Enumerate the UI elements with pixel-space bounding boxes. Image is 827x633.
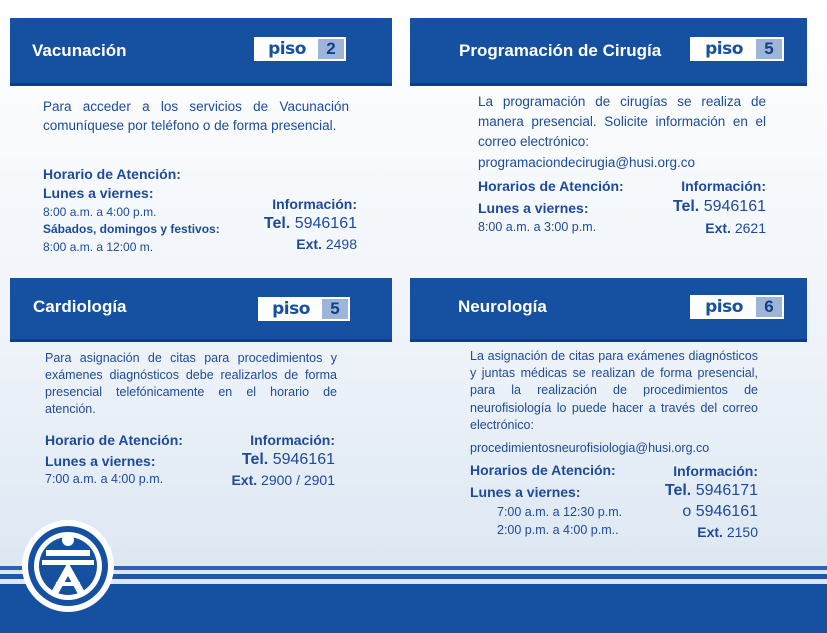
bottom-band	[0, 584, 827, 633]
vacunacion-schedule-days-2	[43, 222, 220, 236]
cardiologia-title: Cardiología	[33, 297, 127, 316]
vacunacion-schedule-days-1: Lunes a viernes:	[43, 185, 154, 201]
cardiologia-schedule-days: Lunes a viernes:	[45, 453, 156, 469]
neurologia-piso-badge	[690, 295, 784, 319]
bottom-stripe-1	[0, 566, 827, 570]
hospital-logo-icon	[20, 518, 116, 614]
neurologia-hours-2: 2:00 p.m. a 4:00 p.m..	[497, 523, 619, 537]
cirugia-header-bar	[410, 18, 807, 86]
neurologia-schedule-days: Lunes a viernes:	[470, 484, 581, 500]
piso-label: piso	[256, 39, 318, 59]
vacunacion-horario-label: Horario de Atención:	[43, 166, 181, 182]
neurologia-hours-1: 7:00 a.m. a 12:30 p.m.	[497, 505, 623, 519]
phone-number: Tel. 5946161	[263, 215, 357, 232]
cardiologia-info	[231, 432, 335, 488]
cirugia-schedule-days: Lunes a viernes:	[478, 200, 589, 216]
vacunacion-schedule-hours-1: 8:00 a.m. a 4:00 p.m.	[43, 205, 157, 219]
vacunacion-weekend-label: Sábados, domingos y festivos:	[43, 222, 220, 236]
neurologia-email[interactable]: procedimientosneurofisiologia@husi.org.co	[470, 441, 710, 455]
piso-label: piso	[692, 297, 756, 317]
extension: Ext. 2900 / 2901	[231, 472, 335, 488]
cirugia-description: La programación de cirugías se realiza de manera presencial. Solicite información en el correo electrónico:	[478, 94, 766, 149]
vacunacion-description: Para acceder a los servicios de Vacunación comuníquese por teléfono o de forma presencial.	[43, 99, 349, 133]
phone-number-2: o 5946161	[682, 503, 758, 520]
vacunacion-header-bar	[10, 18, 392, 86]
info-label: Información:	[681, 178, 766, 194]
cardiologia-piso-badge	[258, 297, 350, 321]
extension: Ext. 2498	[296, 236, 357, 252]
neurologia-horario-label: Horarios de Atención:	[470, 462, 616, 478]
cardiologia-header-bar	[10, 278, 392, 342]
vacunacion-schedule-hours-2: 8:00 a.m. a 12:00 m.	[43, 240, 154, 254]
neurologia-description: La asignación de citas para exámenes diagnósticos y juntas médicas se realizan de forma presencial, para la realización de procedimientos de neurofisiología lo puede hacer a través del correo electrónico:	[470, 349, 758, 432]
piso-label: piso	[692, 39, 756, 59]
phone-number: Tel. 5946161	[672, 198, 766, 215]
cirugia-piso-badge	[690, 37, 784, 61]
vacunacion-piso-badge	[254, 37, 346, 61]
cardiologia-description: Para asignación de citas para procedimientos y exámenes diagnósticos debe realizarlos de forma presencial telefónicamente en el horario de atención.	[45, 351, 337, 416]
vacunacion-info	[264, 196, 357, 252]
extension: Ext. 2621	[705, 220, 766, 236]
cardiologia-schedule-hours: 7:00 a.m. a 4:00 p.m.	[45, 472, 164, 486]
phone-number: Tel. 5946171	[664, 482, 758, 499]
info-label: Información:	[272, 196, 357, 212]
neurologia-title: Neurología	[458, 297, 547, 316]
piso-number: 5	[756, 39, 782, 59]
piso-number: 5	[322, 299, 348, 319]
piso-number: 2	[318, 39, 344, 59]
cirugia-horario-label: Horarios de Atención:	[478, 178, 624, 194]
bottom-stripe-2	[0, 574, 827, 579]
info-label: Información:	[250, 432, 335, 448]
cirugia-title: Programación de Cirugía	[459, 41, 662, 60]
vacunacion-title: Vacunación	[32, 41, 127, 60]
phone-number: Tel. 5946161	[241, 451, 335, 468]
info-label: Información:	[673, 463, 758, 479]
neurologia-header-bar	[410, 278, 807, 342]
cirugia-info	[673, 178, 766, 236]
extension: Ext. 2150	[697, 524, 758, 540]
cardiologia-horario-label: Horario de Atención:	[45, 432, 183, 448]
neurologia-info	[665, 463, 758, 540]
cirugia-email[interactable]: programaciondecirugia@husi.org.co	[478, 155, 696, 170]
piso-number: 6	[756, 297, 782, 317]
piso-label: piso	[260, 299, 322, 319]
cirugia-schedule-hours: 8:00 a.m. a 3:00 p.m.	[478, 220, 597, 234]
